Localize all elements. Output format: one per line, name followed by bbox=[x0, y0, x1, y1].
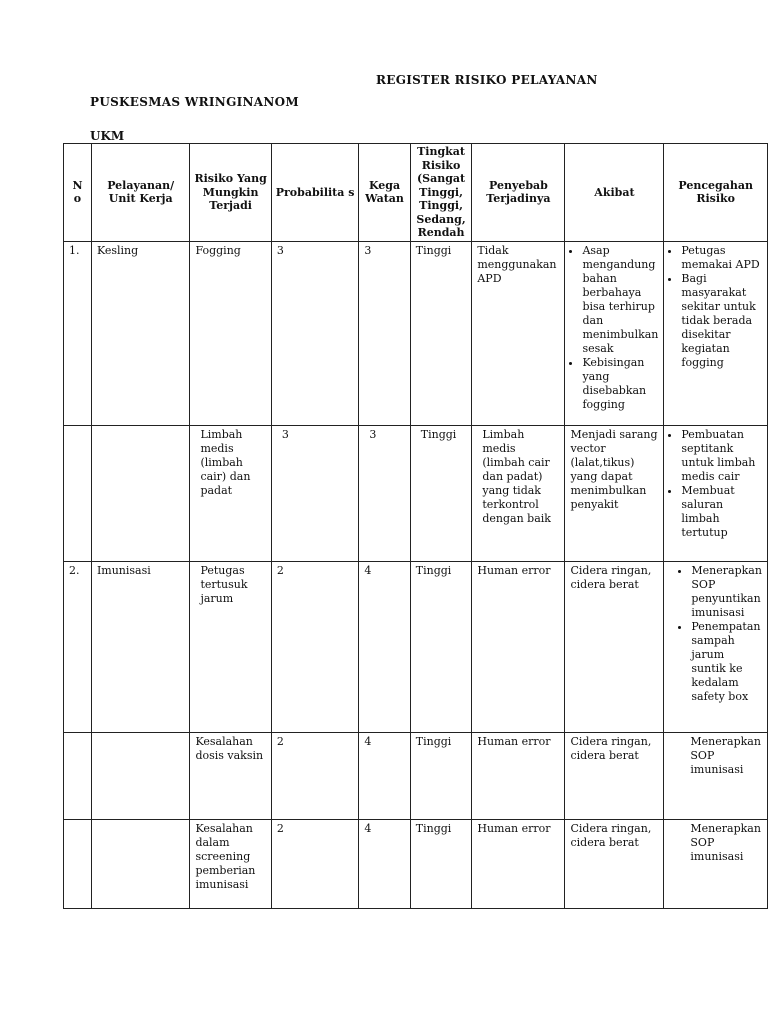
cell-cause: Limbah medis (limbah cair dan padat) yang tidak terkontrol dengan baik bbox=[472, 425, 565, 561]
cell-severity: 3 bbox=[359, 425, 410, 561]
cell-effect: Menjadi sarang vector (lalat,tikus) yang dapat menimbulkan penyakit bbox=[565, 425, 664, 561]
cell-prevention: Menerapkan SOP imunisasi bbox=[664, 732, 768, 819]
cell-risk: Kesalahan dalam screening pemberian imunisasi bbox=[190, 819, 271, 908]
cell-prevention bbox=[664, 561, 768, 732]
cell-effect bbox=[565, 241, 664, 425]
cell-effect: Cidera ringan, cidera berat bbox=[565, 819, 664, 908]
cell-unit: Kesling bbox=[91, 241, 190, 425]
risk-register-table bbox=[63, 143, 768, 909]
cell-severity: 3 bbox=[359, 241, 410, 425]
prevention-item: • Bagi masyarakat sekitar untuk tidak berada disekitar kegiatan fogging bbox=[681, 272, 762, 370]
header-risk: Risiko Yang Mungkin Terjadi bbox=[190, 144, 271, 242]
cell-prevention bbox=[664, 425, 768, 561]
cell-severity: 4 bbox=[359, 561, 410, 732]
cell-cause: Human error bbox=[472, 732, 565, 819]
cell-effect: Cidera ringan, cidera berat bbox=[565, 732, 664, 819]
cell-unit bbox=[91, 425, 190, 561]
cell-risk: Kesalahan dosis vaksin bbox=[190, 732, 271, 819]
table-row bbox=[64, 241, 768, 425]
cell-unit bbox=[91, 732, 190, 819]
table-row bbox=[64, 819, 768, 908]
cell-risk-level: Tinggi bbox=[410, 732, 472, 819]
cell-probability: 2 bbox=[271, 561, 359, 732]
header-prevention: Pencegahan Risiko bbox=[664, 144, 768, 242]
header-probability: Probabilita s bbox=[271, 144, 359, 242]
cell-risk: Fogging bbox=[190, 241, 271, 425]
cell-prevention bbox=[664, 241, 768, 425]
cell-no: 2. bbox=[64, 561, 92, 732]
prevention-item: • Petugas memakai APD bbox=[681, 244, 762, 272]
prevention-item: • Membuat saluran limbah tertutup bbox=[681, 484, 762, 540]
cell-risk-level: Tinggi bbox=[410, 241, 472, 425]
prevention-item: • Pembuatan septitank untuk limbah medis cair bbox=[681, 428, 762, 484]
cell-unit: Imunisasi bbox=[91, 561, 190, 732]
cell-probability: 3 bbox=[271, 425, 359, 561]
table-row bbox=[64, 732, 768, 819]
cell-cause: Tidak menggunakan APD bbox=[472, 241, 565, 425]
header-risk-level: Tingkat Risiko (Sangat Tinggi, Tinggi, Sedang, Rendah bbox=[410, 144, 472, 242]
cell-cause: Human error bbox=[472, 561, 565, 732]
cell-prevention: Menerapkan SOP imunisasi bbox=[664, 819, 768, 908]
cell-no bbox=[64, 425, 92, 561]
cell-probability: 2 bbox=[271, 819, 359, 908]
header-unit: Pelayanan/ Unit Kerja bbox=[91, 144, 190, 242]
organization-name: PUSKESMAS WRINGINANOM bbox=[90, 95, 300, 109]
cell-risk-level: Tinggi bbox=[410, 561, 472, 732]
cell-cause: Human error bbox=[472, 819, 565, 908]
cell-risk-level: Tinggi bbox=[410, 425, 472, 561]
cell-risk: Petugas tertusuk jarum bbox=[190, 561, 271, 732]
cell-no bbox=[64, 732, 92, 819]
effect-item: • Kebisingan yang disebabkan fogging bbox=[582, 356, 658, 412]
header-severity: Kega Watan bbox=[359, 144, 410, 242]
cell-probability: 3 bbox=[271, 241, 359, 425]
cell-severity: 4 bbox=[359, 732, 410, 819]
cell-unit bbox=[91, 819, 190, 908]
table-header-row bbox=[64, 144, 768, 242]
table-row bbox=[64, 561, 768, 732]
effect-item: • Asap mengandung bahan berbahaya bisa terhirup dan menimbulkan sesak bbox=[582, 244, 658, 356]
header-cause: Penyebab Terjadinya bbox=[472, 144, 565, 242]
table-row bbox=[64, 425, 768, 561]
header-no: N o bbox=[64, 144, 92, 242]
cell-no bbox=[64, 819, 92, 908]
cell-risk-level: Tinggi bbox=[410, 819, 472, 908]
header-effect: Akibat bbox=[565, 144, 664, 242]
cell-no: 1. bbox=[64, 241, 92, 425]
cell-probability: 2 bbox=[271, 732, 359, 819]
cell-severity: 4 bbox=[359, 819, 410, 908]
prevention-item: • Penempatan sampah jarum suntik ke kedalam safety box bbox=[691, 620, 762, 704]
cell-effect: Cidera ringan, cidera berat bbox=[565, 561, 664, 732]
prevention-item: • Menerapkan SOP penyuntikan imunisasi bbox=[691, 564, 762, 620]
section-label: UKM bbox=[90, 129, 125, 143]
cell-risk: Limbah medis (limbah cair) dan padat bbox=[190, 425, 271, 561]
document-title: REGISTER RISIKO PELAYANAN bbox=[376, 73, 598, 87]
